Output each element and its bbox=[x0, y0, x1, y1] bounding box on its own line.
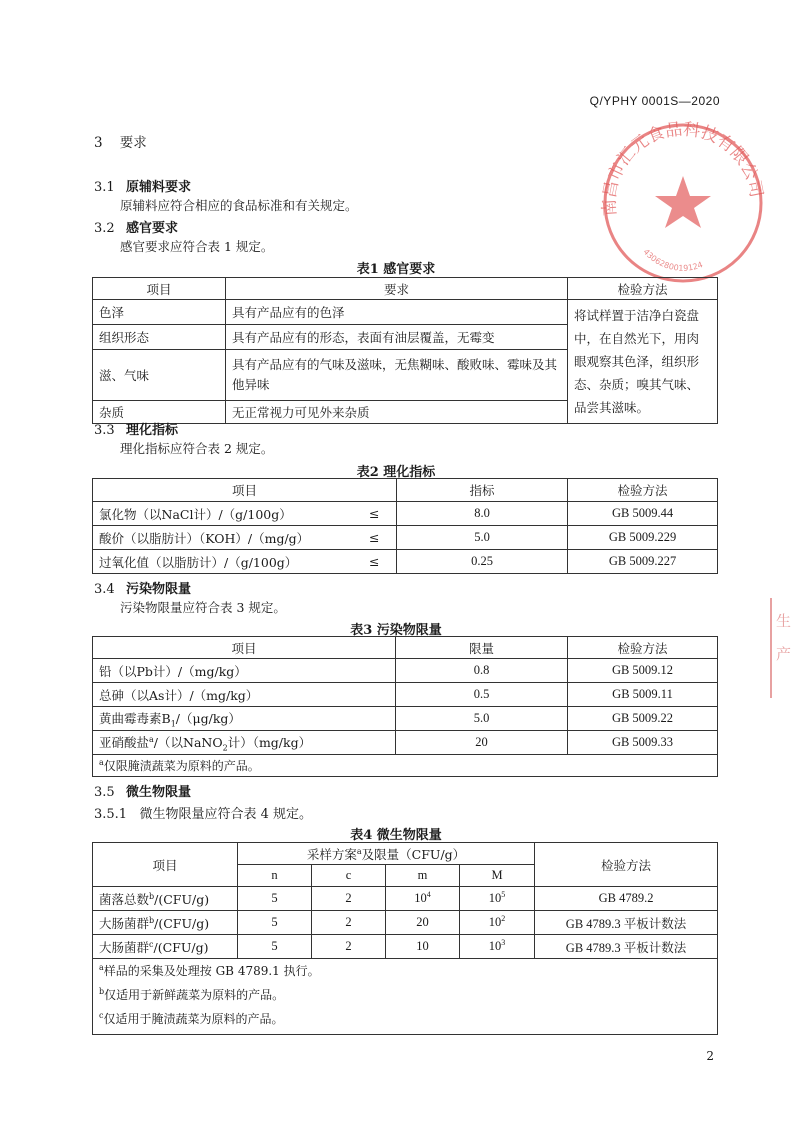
t4-footnote: $^a$样品的采集及处理按 GB 4789.1 执行。 bbox=[99, 963, 320, 978]
t3-header-method: 检验方法 bbox=[568, 637, 718, 659]
t2-row-method: GB 5009.44 bbox=[568, 502, 718, 526]
t3-row-value: 20 bbox=[396, 731, 568, 755]
t1-row-req: 具有产品应有的气味及滋味，无焦糊味、酸败味、霉味及其他异味 bbox=[226, 350, 568, 400]
table-4-microbial bbox=[92, 842, 718, 1035]
section-3-2-heading: 3.2 感官要求 bbox=[94, 221, 179, 236]
table-3-contaminants bbox=[92, 636, 718, 777]
table-3-caption: 表3 污染物限量 bbox=[350, 623, 442, 638]
t2-row-op: ≤ bbox=[353, 550, 397, 574]
t3-row-value: 5.0 bbox=[396, 707, 568, 731]
t4-sub-m: m bbox=[386, 865, 460, 887]
t4-row-c: 2 bbox=[312, 911, 386, 935]
t4-sub-n: n bbox=[238, 865, 312, 887]
t4-row-m: 20 bbox=[386, 911, 460, 935]
t4-row-n: 5 bbox=[238, 887, 312, 911]
t3-header-limit: 限量 bbox=[396, 637, 568, 659]
t4-footnote: $^c$仅适用于腌渍蔬菜为原料的产品。 bbox=[99, 1011, 284, 1026]
section-3-5-1-text: 3.5.1 微生物限量应符合表 4 规定。 bbox=[94, 807, 313, 822]
section-3-2-text: 感官要求应符合表 1 规定。 bbox=[120, 239, 274, 254]
t4-sub-c: c bbox=[312, 865, 386, 887]
t2-row-op: ≤ bbox=[353, 502, 397, 526]
section-3-1-text: 原辅料应符合相应的食品标准和有关规定。 bbox=[120, 198, 358, 213]
t2-row-method: GB 5009.229 bbox=[568, 526, 718, 550]
t4-row-n: 5 bbox=[238, 935, 312, 959]
t4-row-M: $10^5$ bbox=[460, 887, 535, 911]
t2-header-method: 检验方法 bbox=[568, 479, 718, 502]
t4-row-M: $10^3$ bbox=[460, 935, 535, 959]
t3-row-item: 亚硝酸盐$^a$/（以NaNO$_2$计）（mg/kg） bbox=[93, 731, 396, 755]
document-code: Q/YPHY 0001S—2020 bbox=[589, 94, 720, 108]
t1-row-item: 组织形态 bbox=[93, 325, 226, 350]
t3-row-method: GB 5009.33 bbox=[568, 731, 718, 755]
t2-row-item: 氯化物（以NaCl计）/（g/100g） bbox=[93, 502, 353, 526]
t3-footnote: $^a$仅限腌渍蔬菜为原料的产品。 bbox=[93, 755, 718, 777]
t1-row-item: 杂质 bbox=[93, 400, 226, 423]
t3-row-value: 0.8 bbox=[396, 659, 568, 683]
t2-header-item: 项目 bbox=[93, 479, 397, 502]
t2-row-item: 过氧化值（以脂肪计）/（g/100g） bbox=[93, 550, 353, 574]
t4-row-method: GB 4789.3 平板计数法 bbox=[535, 911, 718, 935]
t4-row-method: GB 4789.3 平板计数法 bbox=[535, 935, 718, 959]
t4-row-n: 5 bbox=[238, 911, 312, 935]
t1-header-method: 检验方法 bbox=[568, 278, 718, 300]
t4-header-plan: 采样方案$^a$及限量（CFU/g） bbox=[238, 843, 535, 865]
t2-row-value: 0.25 bbox=[397, 550, 568, 574]
section-3-heading: 3 要求 bbox=[94, 135, 147, 151]
t3-row-method: GB 5009.12 bbox=[568, 659, 718, 683]
t2-row-method: GB 5009.227 bbox=[568, 550, 718, 574]
t4-row-m: $10^4$ bbox=[386, 887, 460, 911]
table-4-caption: 表4 微生物限量 bbox=[350, 828, 442, 843]
table-2-physicochemical bbox=[92, 478, 718, 574]
page-number: 2 bbox=[706, 1049, 714, 1063]
t4-row-c: 2 bbox=[312, 887, 386, 911]
table-2-caption: 表2 理化指标 bbox=[356, 465, 436, 480]
t1-method: 将试样置于洁净白瓷盘中，在自然光下，用肉眼观察其色泽，组织形态、杂质；嗅其气味、品尝其滋味。 bbox=[568, 300, 718, 424]
t3-row-value: 0.5 bbox=[396, 683, 568, 707]
section-3-5-heading: 3.5 微生物限量 bbox=[94, 785, 192, 800]
t3-row-method: GB 5009.22 bbox=[568, 707, 718, 731]
t4-row-c: 2 bbox=[312, 935, 386, 959]
t2-row-op: ≤ bbox=[353, 526, 397, 550]
table-1-sensory bbox=[92, 277, 718, 424]
t2-row-value: 5.0 bbox=[397, 526, 568, 550]
t4-footnote: $^b$仅适用于新鲜蔬菜为原料的产品。 bbox=[99, 987, 285, 1002]
t4-header-item: 项目 bbox=[93, 843, 238, 887]
side-stamp-char: 产 bbox=[776, 645, 792, 663]
t2-row-value: 8.0 bbox=[397, 502, 568, 526]
section-3-3-text: 理化指标应符合表 2 规定。 bbox=[120, 441, 274, 456]
t1-row-req: 具有产品应有的色泽 bbox=[226, 300, 568, 325]
t4-header-method: 检验方法 bbox=[535, 843, 718, 887]
t4-footnotes bbox=[93, 959, 718, 1035]
seal-outer-text: 南昌市汇元食品科技有限公司 bbox=[599, 119, 767, 217]
t4-sub-M: M bbox=[460, 865, 535, 887]
table-1-caption: 表1 感官要求 bbox=[356, 262, 436, 277]
t4-row-M: $10^2$ bbox=[460, 911, 535, 935]
t3-row-method: GB 5009.11 bbox=[568, 683, 718, 707]
t1-row-item: 滋、气味 bbox=[93, 350, 226, 400]
t1-row-req: 无正常视力可见外来杂质 bbox=[226, 400, 568, 423]
t3-row-item: 黄曲霉毒素$B_1/(\mu g/kg)$ bbox=[93, 707, 396, 731]
section-3-4-text: 污染物限量应符合表 3 规定。 bbox=[120, 600, 286, 615]
t4-row-item: 大肠菌群$^b$/(CFU/g) bbox=[93, 911, 238, 935]
t2-header-index: 指标 bbox=[397, 479, 568, 502]
side-stamp-mark bbox=[770, 598, 792, 698]
seal-code: 4306280019124 bbox=[641, 247, 705, 273]
t3-row-item: 总砷（以As计）/（mg/kg） bbox=[93, 683, 396, 707]
section-3-3-heading: 3.3 理化指标 bbox=[94, 423, 179, 438]
t4-row-item: 菌落总数$^b$/(CFU/g) bbox=[93, 887, 238, 911]
t1-header-item: 项目 bbox=[93, 278, 226, 300]
t4-row-method: GB 4789.2 bbox=[535, 887, 718, 911]
t3-header-item: 项目 bbox=[93, 637, 396, 659]
t3-row-item: 铅（以Pb计）/（mg/kg） bbox=[93, 659, 396, 683]
t1-row-item: 色泽 bbox=[93, 300, 226, 325]
t1-header-req: 要求 bbox=[226, 278, 568, 300]
side-stamp-char: 生 bbox=[776, 612, 792, 630]
section-3-4-heading: 3.4 污染物限量 bbox=[94, 582, 192, 597]
t4-row-item: 大肠菌群$^c$/(CFU/g) bbox=[93, 935, 238, 959]
seal-star-icon bbox=[655, 176, 711, 228]
t2-row-item: 酸价（以脂肪计）（KOH）/（mg/g） bbox=[93, 526, 353, 550]
t4-row-m: 10 bbox=[386, 935, 460, 959]
t1-row-req: 具有产品应有的形态，表面有油层覆盖，无霉变 bbox=[226, 325, 568, 350]
section-3-1-heading: 3.1 原辅料要求 bbox=[94, 180, 192, 195]
